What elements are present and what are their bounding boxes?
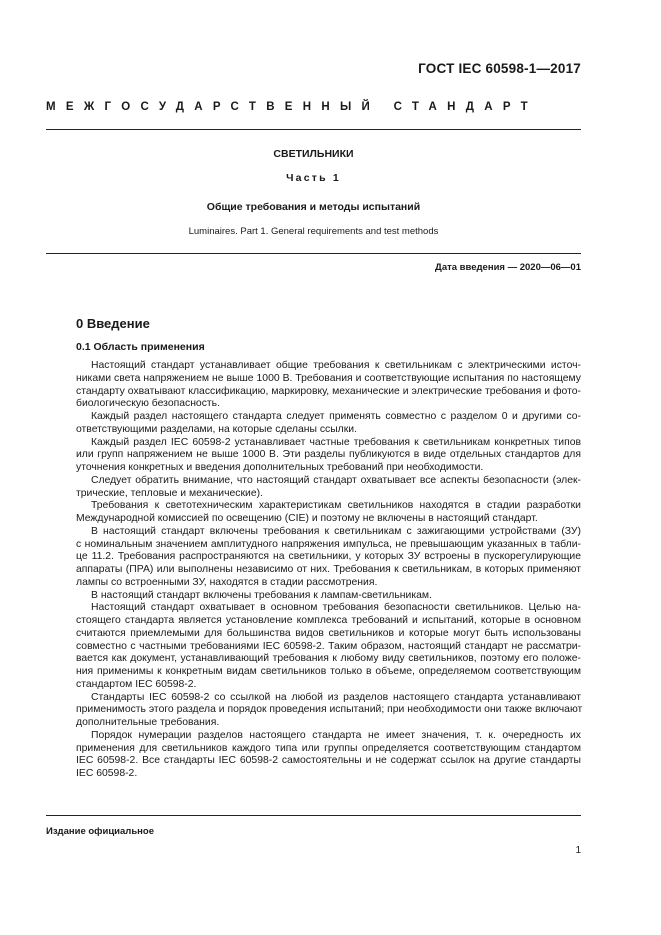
body-line: биологическую безопасность. bbox=[76, 398, 220, 410]
document-subtitle: Общие требования и методы испытаний bbox=[206, 201, 421, 213]
section-heading: 0 Введение bbox=[76, 316, 150, 331]
title-rule bbox=[46, 253, 581, 254]
footer-rule bbox=[46, 815, 581, 816]
page-number: 1 bbox=[575, 845, 581, 856]
body-line: IEC 60598-2. bbox=[76, 768, 138, 779]
document-title: СВЕТИЛЬНИКИ bbox=[273, 148, 354, 160]
body-line: применения для светильников каждого типа или группы определяется соответствующим стандартом bbox=[76, 742, 581, 754]
body-line: Требования к светотехническим характеристикам светильников находятся в стадии разработки bbox=[91, 500, 581, 512]
body-line: В настоящий стандарт включены требования к лампам-светильникам. bbox=[91, 589, 432, 601]
body-line: ния применимы к конкретным видам светильников только в объеме, определяемом соответствующим bbox=[76, 666, 581, 677]
introduction-date: Дата введения — 2020—06—01 bbox=[435, 262, 581, 273]
english-title: Luminaires. Part 1. General requirements and test methods bbox=[188, 226, 439, 237]
body-line: с номинальным значением амплитудного напряжения импульса, не превышающим указанных в табли- bbox=[76, 538, 581, 550]
document-part: Часть 1 bbox=[286, 172, 341, 184]
body-line: Порядок нумерации разделов настоящего стандарта не имеет значения, т. к. очередность их bbox=[91, 729, 581, 741]
body-line: применимость этого раздела и порядок проведения испытаний; при необходимости они также включают bbox=[76, 704, 583, 716]
body-line: считаются приемлемыми для большинства видов светильников и которые могут быть использованы bbox=[76, 627, 581, 639]
body-line: Каждый раздел настоящего стандарта следует применять совместно с разделом 0 и другими со- bbox=[91, 411, 581, 422]
body-line: ответствующими разделами, на которые сделаны ссылки. bbox=[76, 423, 357, 435]
body-line: це 11.2. Требования распространяются на светильники, у которых ЗУ встроены в пускорегулирующие bbox=[76, 551, 581, 563]
header-rule bbox=[46, 129, 581, 130]
body-line: стоящего стандарта является установление комплекса требований и испытаний, которые в основном bbox=[76, 615, 581, 626]
interstate-standard-label: МЕЖГОСУДАРСТВЕННЫЙ СТАНДАРТ bbox=[46, 101, 538, 113]
body-line: лампы со встроенными ЗУ, находятся в стадии рассмотрения. bbox=[76, 576, 378, 588]
body-line: стандартом IEC 60598-2. bbox=[76, 678, 197, 690]
body-line: вается как документ, устанавливающий требования к любому виду светильников, поэтому его положе- bbox=[76, 653, 581, 665]
body-line: Настоящий стандарт охватывает в основном требования безопасности светильников. Целью на- bbox=[91, 602, 581, 614]
body-line: Стандарты IEC 60598-2 со ссылкой на любой из разделов настоящего стандарта устанавливают bbox=[91, 691, 581, 703]
body-line: Международной комиссией по освещению (CIE) и поэтому не включены в настоящий стандарт. bbox=[76, 513, 538, 524]
body-line: IEC 60598-2. Все стандарты IEC 60598-2 самостоятельны и не содержат ссылок на другие стандарты bbox=[76, 755, 581, 767]
subsection-heading: 0.1 Область применения bbox=[76, 341, 205, 353]
body-line: Настоящий стандарт устанавливает общие требования к светильникам с электрическими источ- bbox=[91, 360, 581, 371]
body-line: аппараты (ПРА) или выполнены независимо от них. Требования к светильникам, в которых применяют bbox=[76, 564, 581, 575]
document-id: ГОСТ IEC 60598-1—2017 bbox=[418, 61, 581, 76]
body-line: дополнительные требования. bbox=[76, 717, 220, 728]
body-line: В настоящий стандарт включены требования к светильникам с зажигающими устройствами (ЗУ) bbox=[91, 525, 581, 537]
body-line: уточнения конкретных и введения дополнительных требований при необходимости. bbox=[76, 462, 484, 473]
edition-label: Издание официальное bbox=[46, 826, 154, 837]
body-line: Следует обратить внимание, что настоящий стандарт охватывает все аспекты безопасности (элек- bbox=[91, 474, 581, 486]
body-line: или групп напряжением не выше 1000 В. Эти разделы публикуются в виде отдельных стандартов для bbox=[76, 449, 581, 461]
body-line: совместно с частными требованиями IEC 60598-2. Таким образом, настоящий стандарт не рассматри- bbox=[76, 640, 581, 652]
body-line: никами света напряжением не выше 1000 В. Требования и соответствующие испытания по настоящему bbox=[76, 372, 581, 384]
body-line: трические, тепловые и механические). bbox=[76, 487, 263, 499]
body-line: стандарту охватывают классификацию, маркировку, механические и электрические требования и фото- bbox=[76, 385, 581, 397]
body-line: Каждый раздел IEC 60598-2 устанавливает частные требования к светильникам конкретных типов bbox=[91, 436, 581, 448]
body-text bbox=[76, 360, 581, 781]
